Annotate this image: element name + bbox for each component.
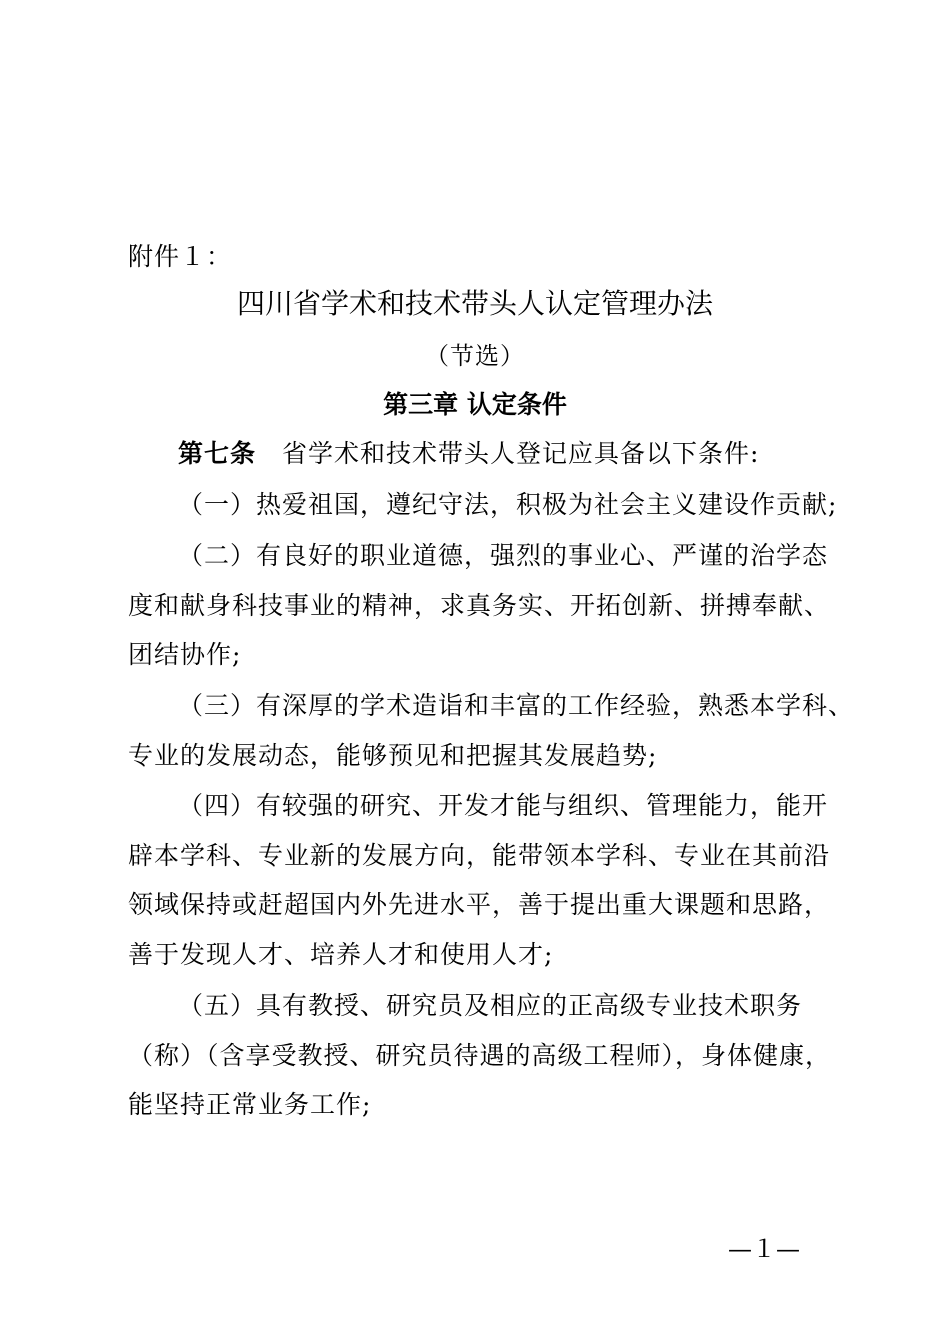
item-4-line-2: 辟本学科、专业新的发展方向，能带领本学科、专业在其前沿 bbox=[128, 841, 831, 870]
attachment-label: 附件１： bbox=[128, 242, 233, 271]
document-subtitle: （节选） bbox=[425, 342, 525, 370]
item-4-line-1: （四）有较强的研究、开发才能与组织、管理能力，能开 bbox=[178, 791, 829, 820]
item-3-line-1: （三）有深厚的学术造诣和丰富的工作经验，熟悉本学科、 bbox=[178, 691, 855, 720]
document-title: 四川省学术和技术带头人认定管理办法 bbox=[236, 287, 713, 320]
item-4-line-4: 善于发现人才、培养人才和使用人才; bbox=[128, 940, 554, 969]
chapter-heading: 第三章 认定条件 bbox=[383, 390, 567, 419]
item-2-line-3: 团结协作; bbox=[128, 640, 242, 669]
article-seven bbox=[178, 437, 759, 471]
item-3-line-2: 专业的发展动态，能够预见和把握其发展趋势; bbox=[128, 741, 658, 770]
item-2-line-2: 度和献身科技事业的精神，求真务实、开拓创新、拼搏奉献、 bbox=[128, 591, 831, 620]
item-1-line-1: （一）热爱祖国，遵纪守法，积极为社会主义建设作贡献; bbox=[178, 490, 838, 519]
item-5-line-1: （五）具有教授、研究员及相应的正高级专业技术职务 bbox=[178, 991, 803, 1020]
item-4-line-3: 领域保持或赶超国内外先进水平，善于提出重大课题和思路， bbox=[128, 890, 831, 919]
item-2-line-1: （二）有良好的职业道德，强烈的事业心、严谨的治学态 bbox=[178, 541, 829, 570]
article-intro: 省学术和技术带头人登记应具备以下条件: bbox=[282, 439, 760, 468]
item-5-line-2: （称）（含享受教授、研究员待遇的高级工程师），身体健康， bbox=[128, 1041, 832, 1070]
page-number: —１— bbox=[728, 1235, 800, 1263]
article-label: 第七条 bbox=[178, 439, 257, 468]
item-5-line-3: 能坚持正常业务工作; bbox=[128, 1090, 372, 1119]
